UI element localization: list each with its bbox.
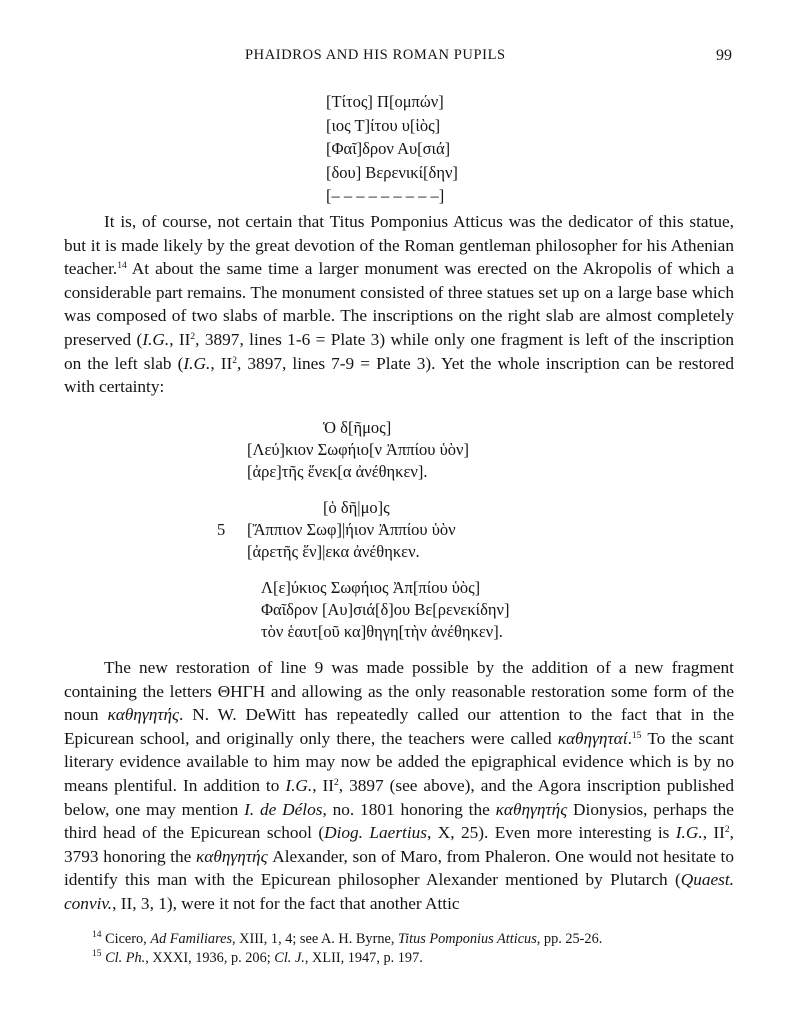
- restoration-line: [217, 520, 456, 540]
- footnote-marker: 14: [92, 930, 102, 940]
- text-run: , pp. 25-26.: [536, 931, 603, 947]
- restoration-line: [Λεύ]κιον Σωφήιο[ν Ἀππίου ὑὸν]: [247, 440, 469, 459]
- greek-term: καθηγηταί: [557, 728, 628, 748]
- work-title: Titus Pomponius Atticus: [398, 931, 537, 947]
- text-run: , II: [312, 775, 335, 795]
- text-run: , II, 3, 1), were it not for the fact that another Attic: [112, 893, 460, 913]
- paragraph-2: [64, 656, 734, 916]
- text-run: It is, of course, not certain that Titus Pomponius Atticus was the dedicator of this statue, but it is made likely by the great devotion of the Roman gentleman philosopher for his Athenian teacher.: [64, 212, 734, 279]
- inscription-line: [Φαῖ]δρον Αυ[σιά]: [326, 139, 451, 158]
- running-title: PHAIDROS AND HIS ROMAN PUPILS: [245, 47, 506, 63]
- inscription-line: [Τίτος] Π[ομπών]: [326, 92, 444, 111]
- text-run: , 3897, lines 7-9 = Plate 3). Yet the whole inscription can be restored with certainty:: [64, 353, 734, 397]
- text-run: Dionysios, perhaps the third head of the Epicurean school (: [64, 799, 734, 843]
- text-run: The new restoration of line 9 was made possible by the addition of a new fragment containing the letters ΘΗΓΗ and allowing as the only reasonable restoration some form of the noun: [64, 658, 734, 725]
- superscript: 2: [724, 825, 730, 836]
- inscription-top: [326, 90, 458, 208]
- journal-title: Cl. Ph.: [105, 949, 146, 966]
- citation-ig: I.G.: [142, 329, 170, 349]
- footnote-14: [92, 930, 732, 949]
- inscription-line: [– – – – – – – – –]: [326, 186, 445, 205]
- restoration-line: τὸν ἑαυτ[οῦ κα]θηγη[τὴν ἀνέθηκεν].: [261, 622, 503, 641]
- citation-ig: I.G.: [675, 823, 703, 843]
- restoration-text: [Ἄππιον Σωφ]|ήιον Ἀππίου ὑὸν: [247, 520, 456, 539]
- text-run: To the scant literary evidence available to him may now be added the epigraphical evidence which is by no means plentiful. In addition to: [64, 728, 734, 795]
- journal-title: Cl. J.: [274, 949, 305, 966]
- restoration-line: [ἀρε]τῆς ἕνεκ[α ἀνέθηκεν].: [247, 462, 428, 481]
- text-run: , II: [210, 353, 233, 373]
- citation-delos: I. de Délos: [244, 799, 323, 819]
- text-run: , II: [169, 329, 191, 349]
- work-title: Ad Familiares: [150, 931, 233, 947]
- footnote-ref-15: 15: [631, 730, 642, 741]
- greek-term: καθηγητής: [495, 799, 568, 819]
- restoration-line: Ὁ δ[ῆμος]: [323, 418, 392, 437]
- page-number: 99: [716, 47, 732, 64]
- superscript: 2: [334, 777, 339, 788]
- text-run: , no. 1801 honoring the: [322, 799, 496, 819]
- footnote-15: [92, 949, 732, 968]
- text-run: At about the same time a larger monument was erected on the Akropolis of which a considerable part remains. The monument consisted of three statues set up on a large base which was composed of two slabs of marble. The inscriptions on the right slab are almost completely preserved (: [64, 259, 734, 349]
- restoration-line: [ἀρετῆς ἕν]|εκα ἀνέθηκεν.: [247, 542, 420, 561]
- restoration-line: Φαῖδρον [Αυ]σιά[δ]ου Βε[ρενεκίδην]: [261, 600, 510, 619]
- restoration-line: Λ[ε]ύκιος Σωφήιος Ἀπ[πίου ὑὸς]: [261, 578, 481, 597]
- superscript: 2: [232, 355, 237, 366]
- text-run: , XLII, 1947, p. 197.: [304, 949, 423, 966]
- text-run: , XIII, 1, 4; see A. H. Byrne,: [232, 931, 398, 947]
- running-header: [90, 47, 730, 69]
- inscription-line: [ιος Τ]ίτου υ[ἱὸς]: [326, 115, 441, 135]
- text-run: , II: [702, 823, 725, 843]
- text-run: , 3793 honoring the: [64, 823, 734, 866]
- text-run: Cicero,: [101, 931, 151, 947]
- text-run: , 3897, lines 1-6 = Plate 3) while only one fragment is left of the inscription on the left slab (: [64, 329, 734, 373]
- inscription-line: [δου] Βερενικί[δην]: [326, 162, 458, 182]
- citation-diogenes: Diog. Laertius: [324, 823, 428, 843]
- text-run: Alexander, son of Maro, from Phaleron. One would not hesitate to identify this man with the Epicurean philosopher Alexander mentioned by Plutarch (: [64, 846, 734, 890]
- footnote-ref-14: 14: [117, 261, 127, 272]
- text-run: , XXXI, 1936, p. 206;: [145, 949, 275, 966]
- text-run: , X, 25). Even more interesting is: [427, 823, 676, 843]
- greek-term: καθηγητής: [196, 846, 268, 866]
- restoration-line: [ὁ δῆ|μο]ς: [323, 498, 390, 517]
- line-number: 5: [217, 520, 226, 539]
- text-run: .: [627, 728, 632, 748]
- text-run: . N. W. DeWitt has repeatedly called our attention to the fact that in the Epicurean school, and originally only there, the teachers were called: [64, 705, 735, 748]
- footnote-marker: 15: [92, 948, 102, 959]
- footnotes: [92, 930, 732, 967]
- superscript: 2: [190, 331, 196, 342]
- paragraph-1: [64, 210, 734, 399]
- citation-ig: I.G.: [183, 353, 211, 373]
- greek-term: καθηγητής: [107, 705, 180, 725]
- text-run: , 3897 (see above), and the Agora inscription published below, one may mention: [64, 775, 734, 819]
- citation-ig: I.G.: [285, 775, 313, 795]
- citation-plutarch: Quaest. conviv.: [64, 870, 734, 913]
